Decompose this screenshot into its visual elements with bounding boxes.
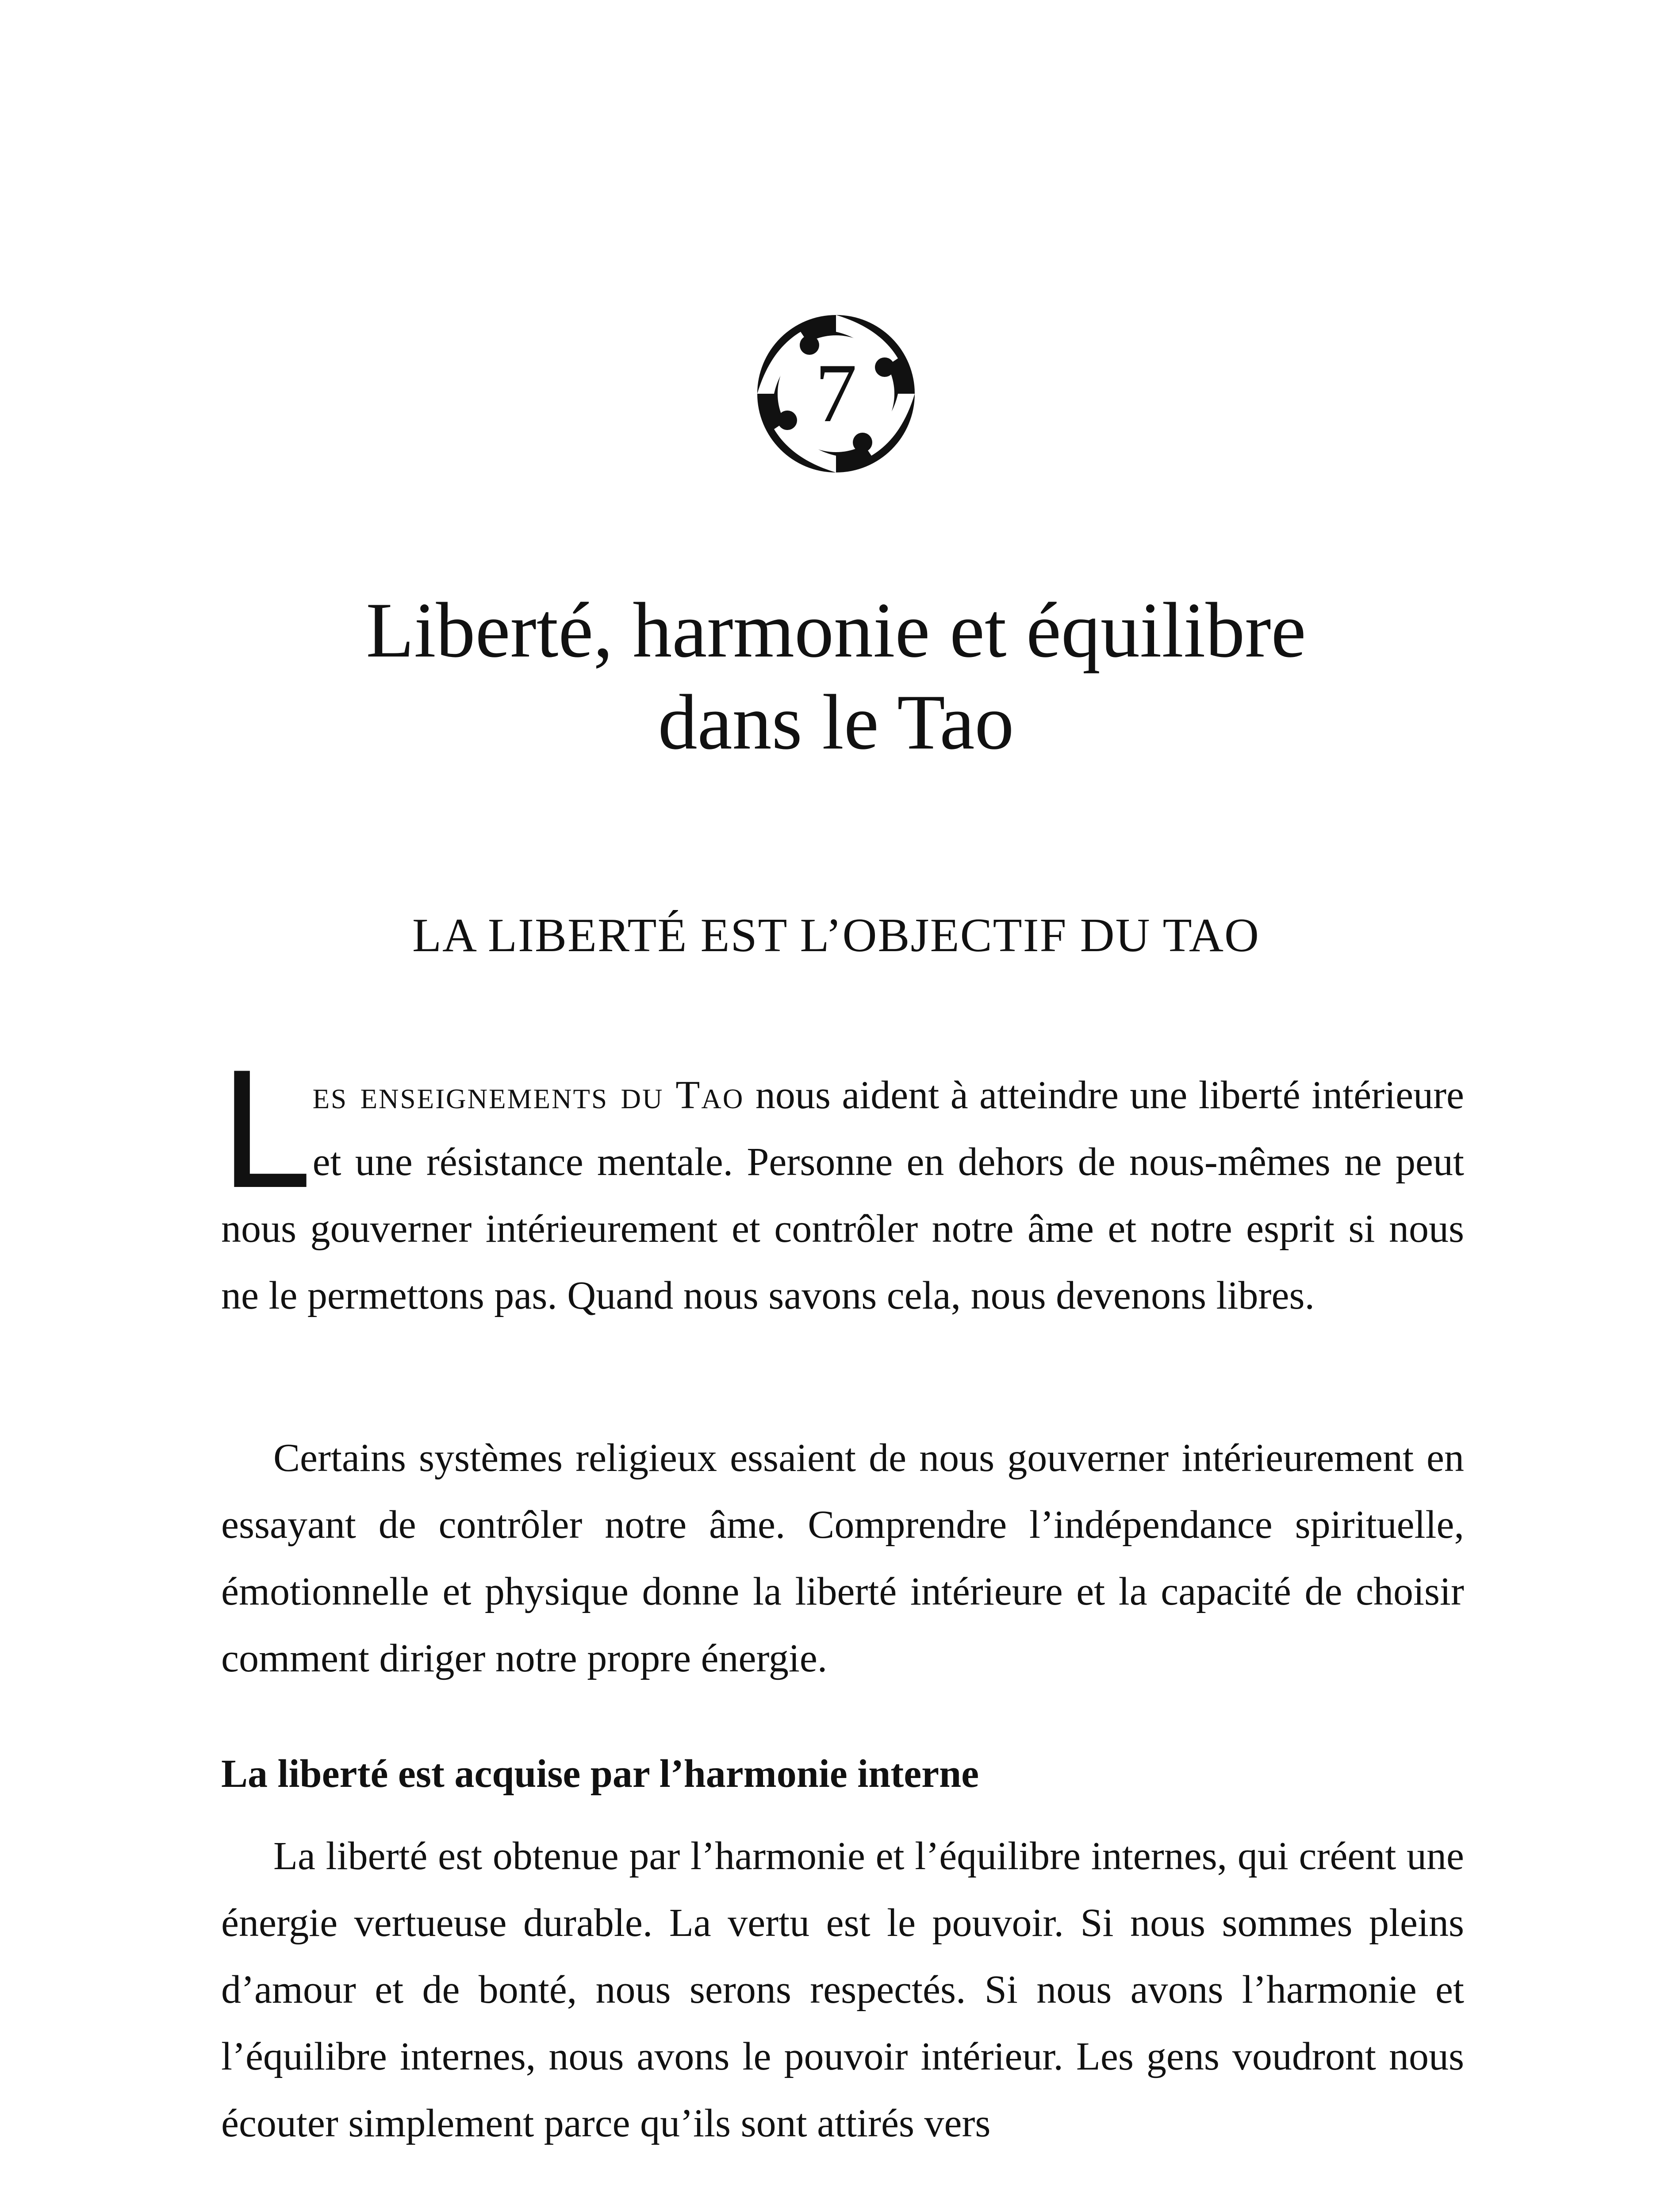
- paragraph-3: La liberté est obtenue par l’harmonie et l’équilibre internes, qui créent une énergie vertueuse durable. La vertu est le pouvoir. Si nous sommes pleins d’amour et de bonté, nous serons respectés. Si nous avons l’harmonie et l’équilibre internes, nous avons le pouvoir intérieur. Les gens voudront nous écouter simplement parce qu’ils sont attirés vers: [221, 1834, 1464, 2145]
- subheading: La liberté est acquise par l’harmonie interne: [221, 1752, 979, 1796]
- paragraph-1-text: nous aident à atteindre une liberté intérieure et une résistance mentale. Personne en dehors de nous-mêmes ne peut nous gouverner intérieurement et contrôler notre âme et notre esprit si nous ne le permettons pas. Quand nous savons cela, nous devenons libres.: [221, 1073, 1464, 1317]
- chapter-number: 7: [815, 347, 857, 440]
- chapter-title: [0, 584, 1672, 768]
- section-heading: LA LIBERTÉ EST L’OBJECTIF DU TAO: [412, 909, 1260, 962]
- drop-cap: L: [219, 1039, 307, 1225]
- paragraph-1-lead-small-caps: es enseignements du Tao: [312, 1073, 744, 1117]
- chapter-emblem: [752, 305, 920, 482]
- chapter-title-line-1: Liberté, harmonie et équilibre: [366, 586, 1306, 674]
- swirl-rosette-icon: [752, 305, 920, 482]
- paragraph-2: Certains systèmes religieux essaient de nous gouverner intérieurement en essayant de contrôler notre âme. Comprendre l’indépendance spirituelle, émotionnelle et physique donne la liberté intérieure et la capacité de choisir comment diriger notre propre énergie.: [221, 1436, 1464, 1680]
- chapter-title-line-2: dans le Tao: [658, 678, 1014, 766]
- paragraph-1: [219, 1039, 1464, 1329]
